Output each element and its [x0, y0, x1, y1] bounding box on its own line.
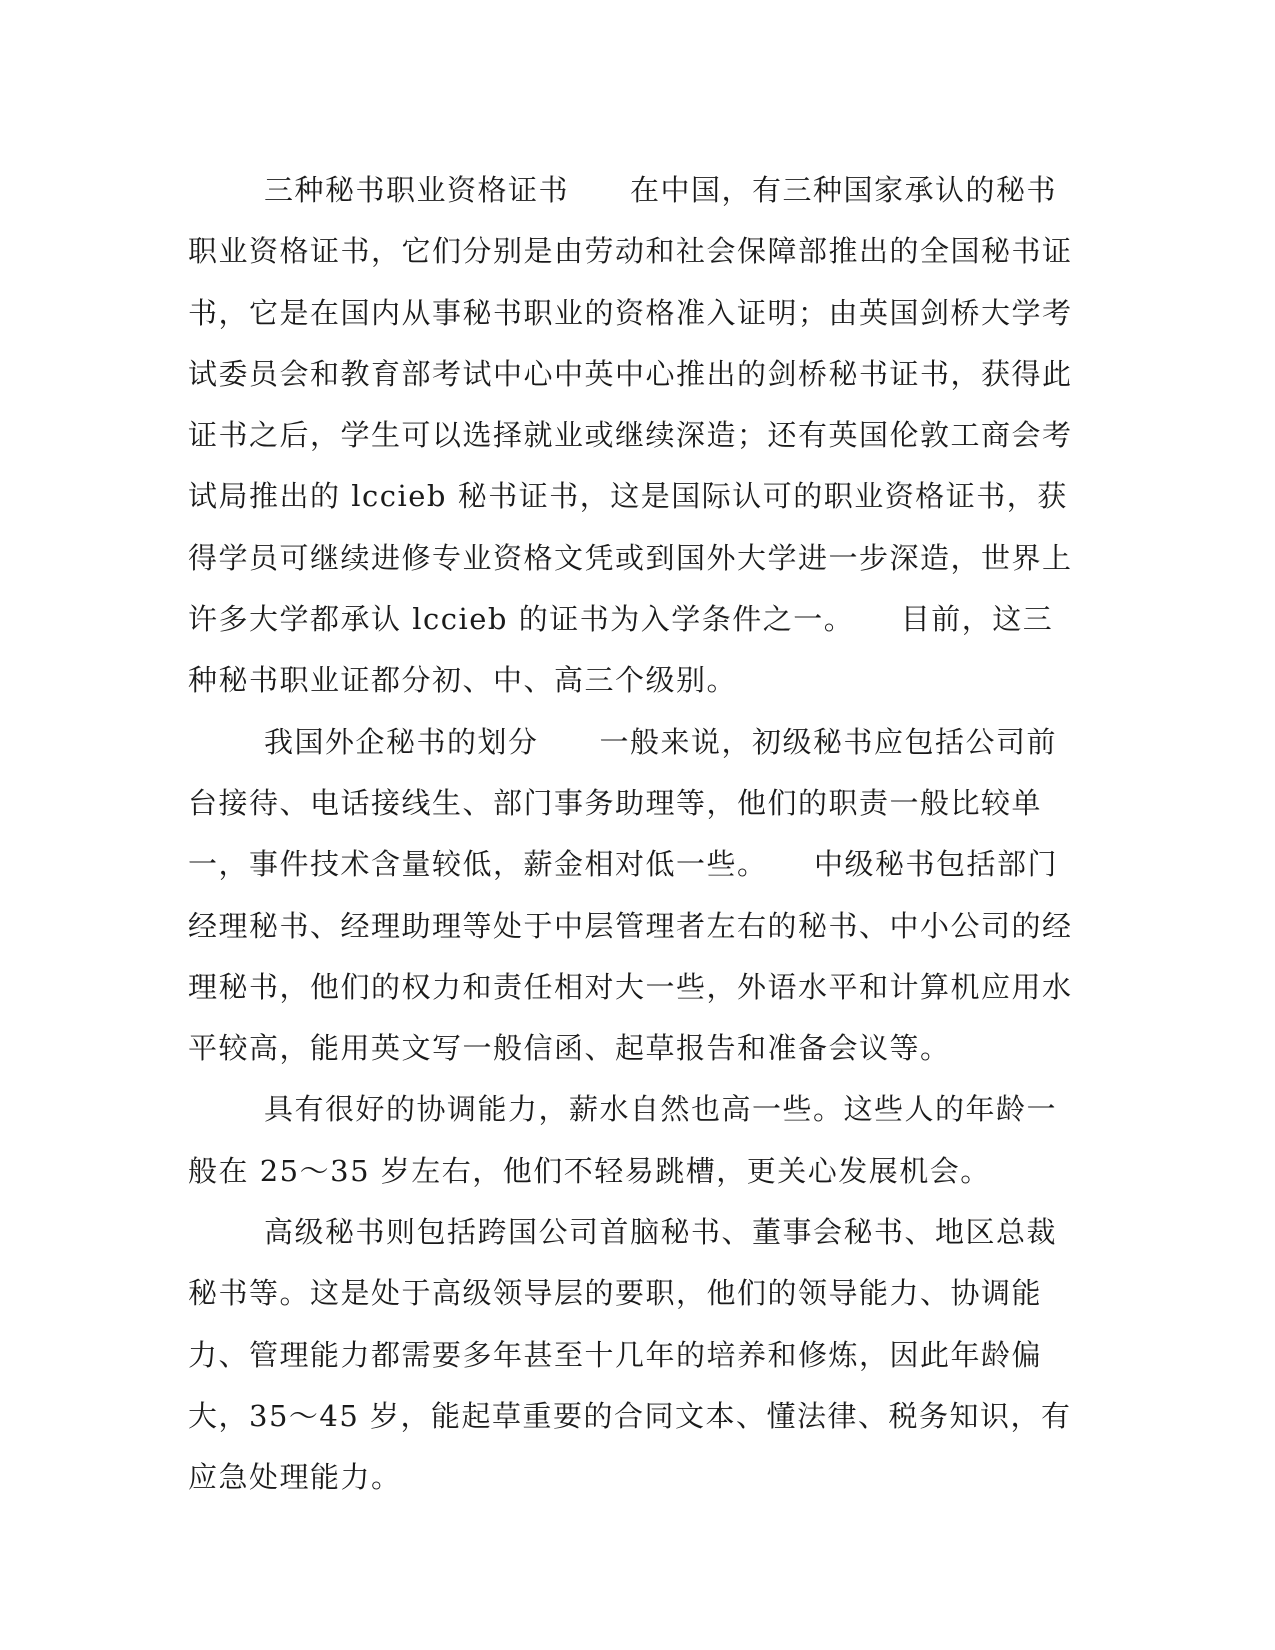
document-body: [188, 160, 1080, 1509]
paragraph-secretary-levels: 我国外企秘书的划分 一般来说，初级秘书应包括公司前台接待、电话接线生、部门事务助理等，他们的职责一般比较单一，事件技术含量较低，薪金相对低一些。 中级秘书包括部门经理秘书、经理助理等处于中层管理者左右的秘书、中小公司的经理秘书，他们的权力和责任相对大一些，外语水平和计算机应用水平较高，能用英文写一般信函、起草报告和准备会议等。: [188, 724, 1073, 1066]
paragraph-certificates: 三种秘书职业资格证书 在中国，有三种国家承认的秘书职业资格证书，它们分别是由劳动和社会保障部推出的全国秘书证书，它是在国内从事秘书职业的资格准入证明；由英国剑桥大学考试委员会和教育部考试中心中英中心推出的剑桥秘书证书，获得此证书之后，学生可以选择就业或继续深造；还有英国伦敦工商会考试局推出的 lccieb 秘书证书，这是国际认可的职业资格证书，获得学员可继续进修专业资格文凭或到国外大学进一步深造，世界上许多大学都承认 lccieb 的证书为入学条件之一。 目前，这三种秘书职业证都分初、中、高三个级别。: [188, 173, 1073, 698]
paragraph-mid-level: 具有很好的协调能力，薪水自然也高一些。这些人的年龄一般在 25～35 岁左右，他们不轻易跳槽，更关心发展机会。: [188, 1092, 1058, 1188]
paragraph-senior-level: 高级秘书则包括跨国公司首脑秘书、董事会秘书、地区总裁秘书等。这是处于高级领导层的要职，他们的领导能力、协调能力、管理能力都需要多年甚至十几年的培养和修炼，因此年龄偏大，35～45 岁，能起草重要的合同文本、懂法律、税务知识，有应急处理能力。: [188, 1215, 1072, 1495]
